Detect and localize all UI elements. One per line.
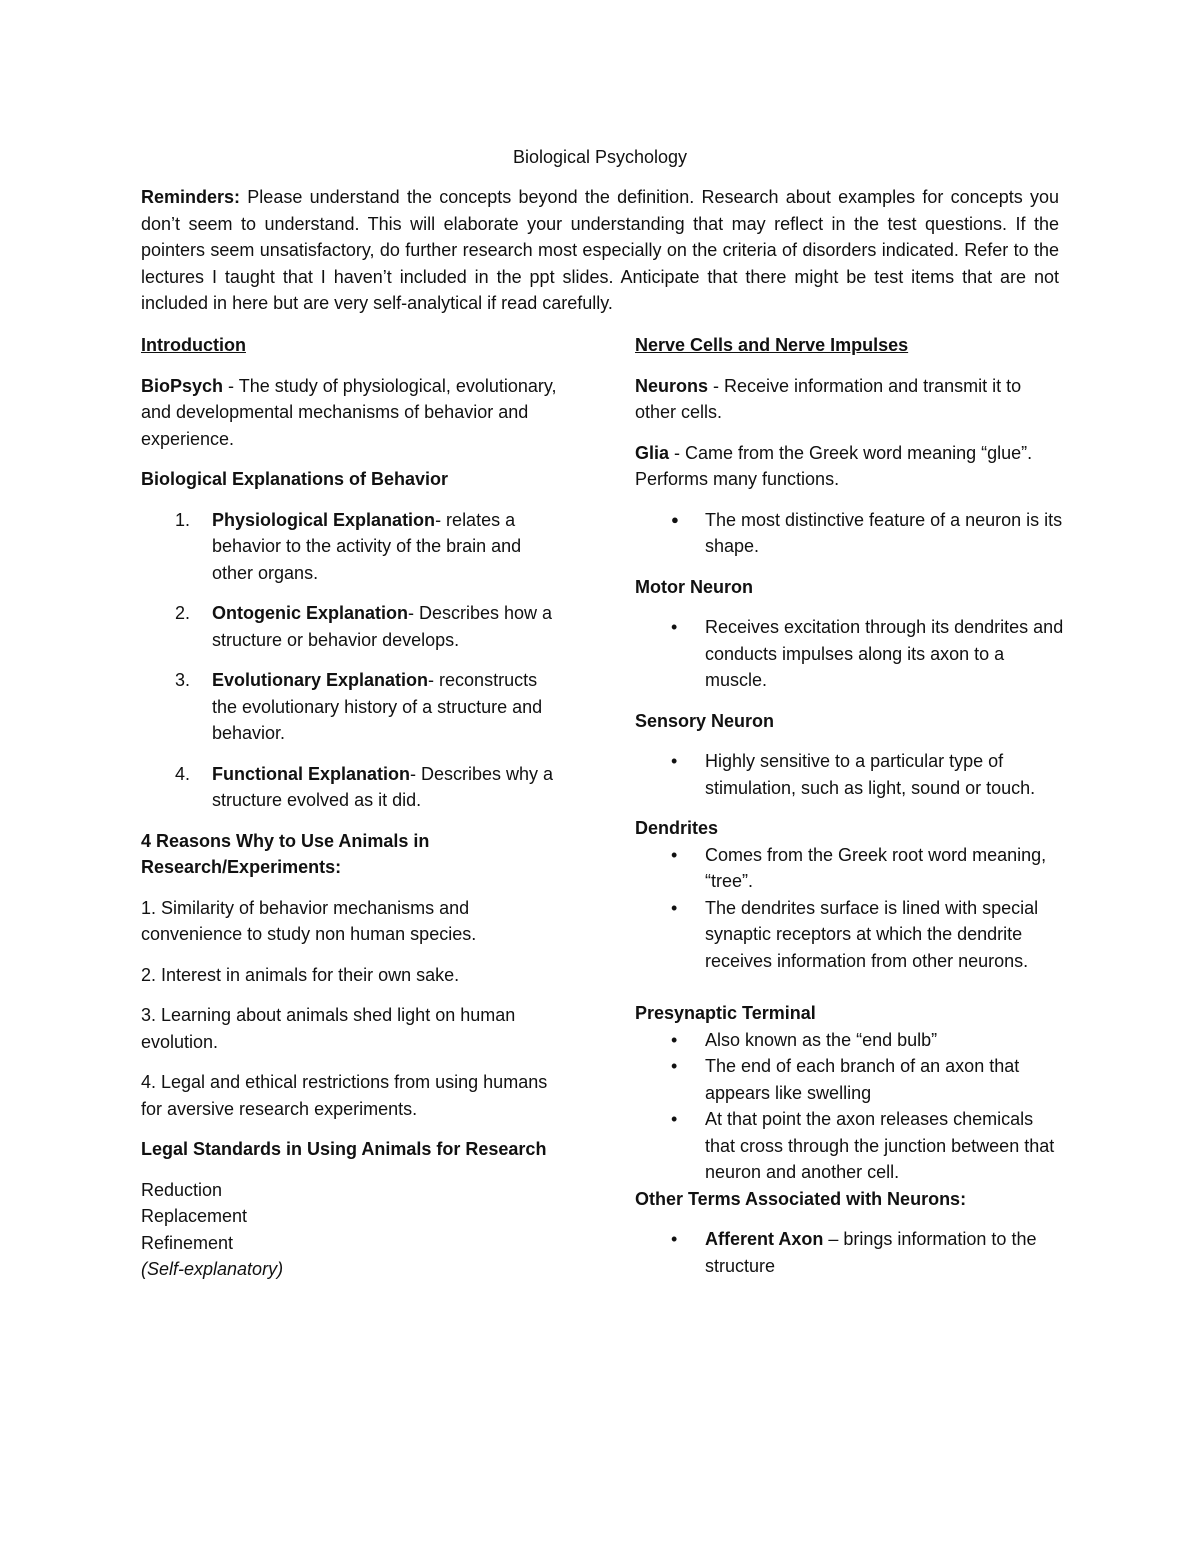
bullet-text: At that point the axon releases chemicals that cross through the junction between that neuron and another cell. (705, 1109, 1055, 1182)
standards-note: (Self-explanatory) (141, 1259, 284, 1279)
bullet-text: Also known as the “end bulb” (705, 1029, 938, 1050)
right-column (635, 332, 1065, 1279)
neurons-definition (635, 373, 1065, 426)
bullet-text: Highly sensitive to a particular type of stimulation, such as light, sound or touch. (705, 751, 1036, 798)
page-title: Biological Psychology (512, 147, 688, 167)
neurons-term: Neurons (635, 375, 709, 396)
standard-item: Replacement (141, 1206, 248, 1226)
bullet-text: The most distinctive feature of a neuron is its shape. (705, 509, 1063, 556)
list-item (635, 1226, 1065, 1279)
bullet-text: Receives excitation through its dendrites and conducts impulses along its axon to a muscle. (705, 617, 1064, 690)
reason-item: 1. Similarity of behavior mechanisms and convenience to study non human species. (141, 897, 477, 944)
reason-item: 3. Learning about animals shed light on human evolution. (141, 1005, 516, 1052)
bullet-icon: • (671, 1056, 678, 1076)
motor-neuron-heading: Motor Neuron (635, 576, 753, 597)
list-item (141, 600, 561, 653)
bullet-icon: • (671, 1229, 678, 1249)
list-item (635, 614, 1065, 694)
glia-bullets (635, 507, 1065, 560)
explanation-term: Ontogenic Explanation (212, 603, 409, 623)
list-item (141, 507, 561, 587)
presynaptic-terminal-heading: Presynaptic Terminal (635, 1003, 816, 1023)
dendrites-bullets (635, 842, 1065, 975)
motor-neuron-bullets (635, 614, 1065, 694)
bullet-icon: ● (671, 511, 679, 527)
explanation-term: Physiological Explanation (212, 509, 436, 530)
presynaptic-bullets (635, 1027, 1065, 1186)
explanation-text: - Describes how a structure or behavior develops. (212, 603, 553, 650)
bullet-icon: • (671, 1029, 678, 1050)
biopsych-text: - The study of physiological, evolutionary, and developmental mechanisms of behavior and experience. (141, 375, 557, 449)
list-number: 3. (175, 670, 191, 690)
bullet-icon: • (671, 897, 678, 918)
biopsych-term: BioPsych (141, 375, 224, 396)
reason-item: 2. Interest in animals for their own sake. (141, 964, 460, 985)
neurons-text: - Receive information and transmit it to other cells. (635, 375, 1022, 422)
standard-item: Reduction (141, 1179, 223, 1200)
list-item (635, 1027, 1065, 1054)
sensory-neuron-heading: Sensory Neuron (635, 710, 775, 731)
explanation-text: - Describes why a structure evolved as it did. (212, 763, 554, 810)
sensory-neuron-bullets (635, 748, 1065, 801)
bullet-text: The end of each branch of an axon that appears like swelling (705, 1056, 1020, 1103)
other-terms-heading: Other Terms Associated with Neurons: (635, 1188, 967, 1209)
explanation-text: - relates a behavior to the activity of the brain and other organs. (212, 509, 522, 583)
list-number: 4. (175, 763, 191, 784)
explanations-list (141, 507, 561, 814)
reminders-paragraph (141, 184, 1059, 317)
bullet-text: The dendrites surface is lined with special synaptic receptors at which the dendrite receives information from other neurons. (705, 897, 1039, 971)
list-item (141, 761, 561, 814)
explanation-term: Evolutionary Explanation (212, 670, 429, 690)
reminders-label: Reminders: (141, 187, 241, 207)
bullet-icon: • (671, 751, 678, 771)
list-number: 1. (175, 509, 191, 530)
reasons-heading: 4 Reasons Why to Use Animals in Research/Experiments: (141, 830, 430, 877)
bullet-icon: • (671, 844, 678, 865)
afferent-axon-text: – brings information to the structure (705, 1229, 1037, 1276)
bullet-icon: • (671, 617, 678, 637)
list-number: 2. (175, 603, 191, 623)
bullet-text: Comes from the Greek root word meaning, “tree”. (705, 844, 1047, 891)
glia-definition (635, 440, 1065, 493)
biopsych-definition (141, 373, 561, 453)
reason-item: 4. Legal and ethical restrictions from using humans for aversive research experiments. (141, 1072, 548, 1119)
list-item (141, 667, 561, 747)
explanations-heading: Biological Explanations of Behavior (141, 469, 449, 489)
introduction-heading: Introduction (141, 335, 246, 355)
afferent-axon-term: Afferent Axon (705, 1229, 824, 1249)
bullet-icon: • (671, 1109, 678, 1129)
dendrites-heading: Dendrites (635, 818, 719, 838)
list-item (635, 895, 1065, 975)
glia-text: - Came from the Greek word meaning “glue”. Performs many functions. (635, 442, 1033, 489)
explanation-text: - reconstructs the evolutionary history of a structure and behavior. (212, 670, 543, 743)
explanation-term: Functional Explanation (212, 763, 411, 784)
other-terms-bullets (635, 1226, 1065, 1279)
nerve-cells-heading: Nerve Cells and Nerve Impulses (635, 335, 909, 355)
reminders-text: Please understand the concepts beyond the definition. Research about examples for concepts you don’t seem to understand. This will elaborate your understanding that may reflect in the test questions. If the pointers seem unsatisfactory, do further research most especially on the criteria of disorders indicated. Refer to the lectures I taught that I haven’t included in the ppt slides. Anticipate that there might be test items that are not included in here but are very self-analytical if read carefully. (141, 187, 1059, 313)
list-item (635, 842, 1065, 895)
left-column (141, 332, 561, 1283)
glia-term: Glia (635, 442, 670, 463)
list-item (635, 507, 1065, 560)
standards-heading: Legal Standards in Using Animals for Research (141, 1139, 547, 1159)
standard-item: Refinement (141, 1232, 234, 1253)
list-item (635, 1053, 1065, 1106)
list-item (635, 1106, 1065, 1186)
list-item (635, 748, 1065, 801)
